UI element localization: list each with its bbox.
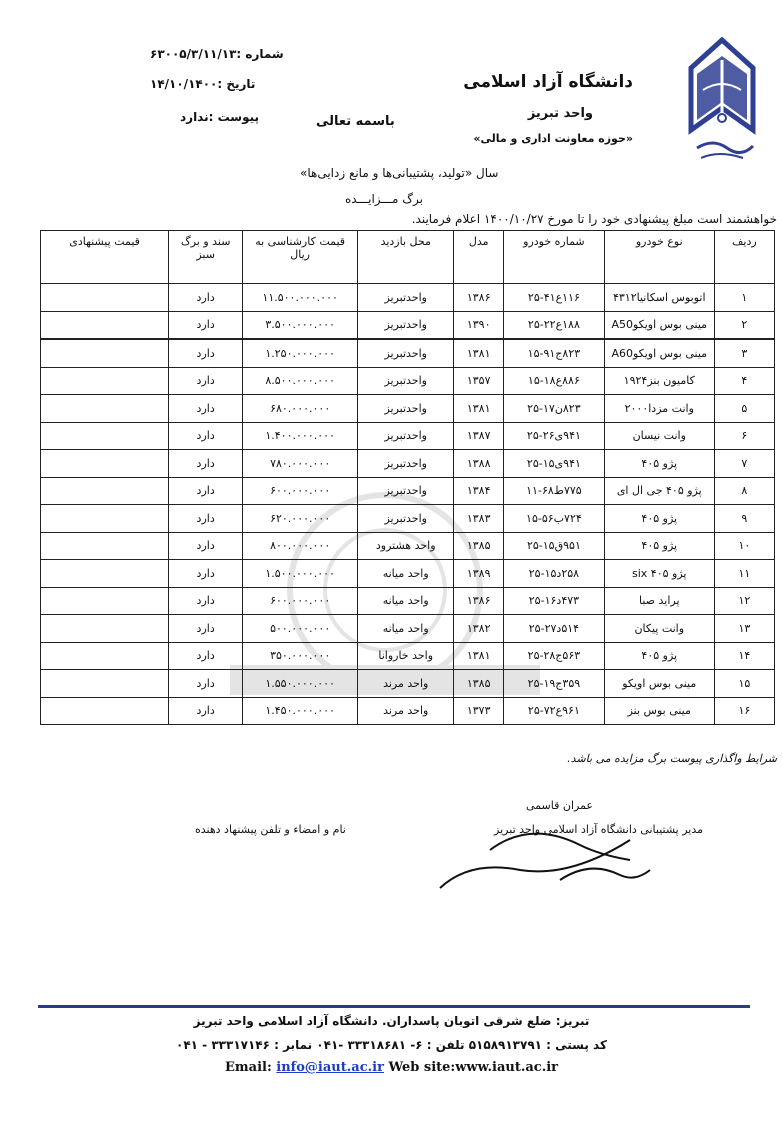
- cell-model: ۱۳۷۳: [454, 697, 504, 725]
- cell-vehicle-type: پراید صبا: [604, 587, 714, 615]
- table-row: [41, 284, 775, 312]
- cell-row-number: ۸: [714, 477, 774, 505]
- cell-plate-number: ۲۵۸د۱۵-۲۵: [504, 560, 605, 588]
- cell-expert-price: ۷۸۰.۰۰۰.۰۰۰: [243, 450, 358, 478]
- cell-model: ۱۳۸۵: [454, 532, 504, 560]
- header-plate-number: شماره خودرو: [504, 231, 605, 284]
- cell-expert-price: ۶۰۰.۰۰۰.۰۰۰: [243, 477, 358, 505]
- cell-plate-number: ۷۷۵ط۶۸-۱۱: [504, 477, 605, 505]
- cell-expert-price: ۱۱.۵۰۰.۰۰۰.۰۰۰: [243, 284, 358, 312]
- cell-row-number: ۱۵: [714, 670, 774, 698]
- cell-model: ۱۳۸۶: [454, 284, 504, 312]
- basmala: باسمه تعالی: [316, 114, 395, 129]
- table-row: [41, 615, 775, 643]
- cell-expert-price: ۸۰۰.۰۰۰.۰۰۰: [243, 532, 358, 560]
- cell-vehicle-type: کامیون بنز۱۹۲۴: [604, 367, 714, 395]
- cell-proposed-price[interactable]: [41, 670, 169, 698]
- cell-proposed-price[interactable]: [41, 505, 169, 533]
- cell-model: ۱۳۹۰: [454, 311, 504, 339]
- cell-vehicle-type: پژو ۴۰۵: [604, 450, 714, 478]
- letter-date: تاریخ :۱۴/۱۰/۱۴۰۰: [150, 77, 256, 91]
- cell-plate-number: ۱۸۸ع۲۲-۲۵: [504, 311, 605, 339]
- university-name: دانشگاه آزاد اسلامی: [463, 72, 633, 92]
- cell-documents: دارد: [169, 587, 243, 615]
- cell-visit-location: واحدتبریز: [358, 422, 454, 450]
- cell-row-number: ۵: [714, 395, 774, 423]
- cell-model: ۱۳۸۷: [454, 422, 504, 450]
- cell-row-number: ۱۶: [714, 697, 774, 725]
- cell-row-number: ۱۴: [714, 642, 774, 670]
- cell-vehicle-type: پژو ۴۰۵: [604, 505, 714, 533]
- cell-vehicle-type: مینی بوس اویکوA60: [604, 339, 714, 367]
- cell-visit-location: واحد میانه: [358, 560, 454, 588]
- header-expert-price: قیمت کارشناسی به ریال: [243, 231, 358, 284]
- cell-row-number: ۱۲: [714, 587, 774, 615]
- conditions-note: شرایط واگذاری پیوست برگ مزایده می باشد.: [567, 752, 777, 765]
- cell-plate-number: ۴۷۳د۱۶-۲۵: [504, 587, 605, 615]
- cell-visit-location: واحدتبریز: [358, 477, 454, 505]
- cell-visit-location: واحدتبریز: [358, 450, 454, 478]
- cell-documents: دارد: [169, 477, 243, 505]
- cell-expert-price: ۱.۵۰۰.۰۰۰.۰۰۰: [243, 560, 358, 588]
- email-label: Email:: [224, 1060, 272, 1075]
- cell-documents: دارد: [169, 311, 243, 339]
- cell-documents: دارد: [169, 670, 243, 698]
- table-row: [41, 395, 775, 423]
- cell-plate-number: ۸۲۳ج۹۱-۱۵: [504, 339, 605, 367]
- cell-visit-location: واحد هشترود: [358, 532, 454, 560]
- cell-row-number: ۱: [714, 284, 774, 312]
- cell-documents: دارد: [169, 560, 243, 588]
- cell-row-number: ۳: [714, 339, 774, 367]
- request-text: خواهشمند است مبلغ پیشنهادی خود را تا مورخ ۱۴۰۰/۱۰/۲۷ اعلام فرمایند.: [411, 212, 777, 226]
- header-vehicle-type: نوع خودرو: [604, 231, 714, 284]
- cell-vehicle-type: اتوبوس اسکانیا۴۳۱۲: [604, 284, 714, 312]
- cell-expert-price: ۳۵۰.۰۰۰.۰۰۰: [243, 642, 358, 670]
- cell-visit-location: واحدتبریز: [358, 339, 454, 367]
- cell-row-number: ۱۳: [714, 615, 774, 643]
- cell-plate-number: ۱۱۶ع۴۱-۲۵: [504, 284, 605, 312]
- table-header-row: [41, 231, 775, 284]
- cell-row-number: ۱۰: [714, 532, 774, 560]
- cell-documents: دارد: [169, 284, 243, 312]
- cell-vehicle-type: مینی بوس بنز: [604, 697, 714, 725]
- cell-model: ۱۳۸۶: [454, 587, 504, 615]
- table-row: [41, 532, 775, 560]
- cell-proposed-price[interactable]: [41, 395, 169, 423]
- footer-web: [0, 1060, 783, 1075]
- table-body: [41, 284, 775, 725]
- cell-documents: دارد: [169, 450, 243, 478]
- email-link[interactable]: info@iaut.ac.ir: [276, 1060, 384, 1075]
- bidder-signature-label: نام و امضاء و تلفن پیشنهاد دهنده: [195, 823, 346, 836]
- cell-model: ۱۳۸۳: [454, 505, 504, 533]
- cell-proposed-price[interactable]: [41, 311, 169, 339]
- cell-vehicle-type: وانت مزدا۲۰۰۰: [604, 395, 714, 423]
- cell-documents: دارد: [169, 339, 243, 367]
- cell-plate-number: ۵۶۳ج۲۸-۲۵: [504, 642, 605, 670]
- cell-proposed-price[interactable]: [41, 284, 169, 312]
- cell-model: ۱۳۸۹: [454, 560, 504, 588]
- cell-plate-number: ۹۴۱ی۱۵-۲۵: [504, 450, 605, 478]
- cell-visit-location: واحد میانه: [358, 587, 454, 615]
- table-row: [41, 697, 775, 725]
- table-row: [41, 311, 775, 339]
- cell-proposed-price[interactable]: [41, 339, 169, 367]
- cell-row-number: ۴: [714, 367, 774, 395]
- table-row: [41, 505, 775, 533]
- cell-documents: دارد: [169, 367, 243, 395]
- cell-documents: دارد: [169, 697, 243, 725]
- cell-vehicle-type: پژو ۴۰۵: [604, 532, 714, 560]
- cell-expert-price: ۱.۲۵۰.۰۰۰.۰۰۰: [243, 339, 358, 367]
- cell-proposed-price[interactable]: [41, 532, 169, 560]
- cell-model: ۱۳۸۱: [454, 339, 504, 367]
- cell-expert-price: ۵۰۰.۰۰۰.۰۰۰: [243, 615, 358, 643]
- cell-vehicle-type: پژو ۴۰۵ جی ال ای: [604, 477, 714, 505]
- website-text[interactable]: Web site:www.iaut.ac.ir: [388, 1060, 559, 1075]
- signer-name: عمران قاسمی: [526, 799, 593, 812]
- cell-documents: دارد: [169, 422, 243, 450]
- cell-expert-price: ۱.۴۵۰.۰۰۰.۰۰۰: [243, 697, 358, 725]
- cell-row-number: ۶: [714, 422, 774, 450]
- branch-name: واحد تبریز: [527, 106, 593, 121]
- cell-proposed-price[interactable]: [41, 697, 169, 725]
- table-row: [41, 450, 775, 478]
- cell-expert-price: ۱.۵۵۰.۰۰۰.۰۰۰: [243, 670, 358, 698]
- cell-visit-location: واحدتبریز: [358, 284, 454, 312]
- cell-proposed-price[interactable]: [41, 367, 169, 395]
- footer-address: تبریز: ضلع شرقی اتوبان پاسداران. دانشگاه آزاد اسلامی واحد تبریز: [193, 1014, 590, 1028]
- cell-row-number: ۱۱: [714, 560, 774, 588]
- cell-proposed-price[interactable]: [41, 615, 169, 643]
- cell-proposed-price[interactable]: [41, 422, 169, 450]
- cell-row-number: ۹: [714, 505, 774, 533]
- cell-expert-price: ۶۰۰.۰۰۰.۰۰۰: [243, 587, 358, 615]
- cell-plate-number: ۳۵۹ج۱۹-۲۵: [504, 670, 605, 698]
- table-row: [41, 560, 775, 588]
- cell-visit-location: واحدتبریز: [358, 367, 454, 395]
- signer-title: مدیر پشتیبانی دانشگاه آزاد اسلامی واحد تبریز: [494, 823, 703, 836]
- cell-expert-price: ۱.۴۰۰.۰۰۰.۰۰۰: [243, 422, 358, 450]
- cell-documents: دارد: [169, 505, 243, 533]
- cell-row-number: ۲: [714, 311, 774, 339]
- cell-expert-price: ۶۸۰.۰۰۰.۰۰۰: [243, 395, 358, 423]
- cell-visit-location: واحد مرند: [358, 670, 454, 698]
- header-visit-location: محل بازدید: [358, 231, 454, 284]
- cell-model: ۱۳۸۵: [454, 670, 504, 698]
- letter-attachment: پیوست :ندارد: [180, 110, 260, 124]
- table-row: [41, 339, 775, 367]
- cell-documents: دارد: [169, 642, 243, 670]
- cell-plate-number: ۵۱۴د۲۷-۲۵: [504, 615, 605, 643]
- cell-documents: دارد: [169, 395, 243, 423]
- deputy-office: «حوزه معاونت اداری و مالی»: [473, 132, 633, 145]
- cell-proposed-price[interactable]: [41, 560, 169, 588]
- cell-model: ۱۳۸۴: [454, 477, 504, 505]
- header-proposed-price: قیمت پیشنهادی: [41, 231, 169, 284]
- cell-visit-location: واحد میانه: [358, 615, 454, 643]
- cell-plate-number: ۸۲۳ن۱۷-۲۵: [504, 395, 605, 423]
- cell-documents: دارد: [169, 532, 243, 560]
- table-row: [41, 587, 775, 615]
- cell-visit-location: واحدتبریز: [358, 311, 454, 339]
- cell-expert-price: ۶۲۰.۰۰۰.۰۰۰: [243, 505, 358, 533]
- cell-vehicle-type: پژو ۴۰۵: [604, 642, 714, 670]
- cell-model: ۱۳۸۲: [454, 615, 504, 643]
- header-model: مدل: [454, 231, 504, 284]
- cell-plate-number: ۹۴۱ی۲۶-۲۵: [504, 422, 605, 450]
- cell-plate-number: ۸۸۶ع۱۸-۱۵: [504, 367, 605, 395]
- cell-proposed-price[interactable]: [41, 642, 169, 670]
- handwritten-signature: [430, 800, 660, 900]
- cell-plate-number: ۹۵۱ق۱۵-۲۵: [504, 532, 605, 560]
- letter-number: شماره :۶۳۰۰۵/۳/۱۱/۱۳: [150, 47, 284, 61]
- header-documents: سند و برگ سبز: [169, 231, 243, 284]
- cell-row-number: ۷: [714, 450, 774, 478]
- cell-vehicle-type: پژو ۴۰۵ six: [604, 560, 714, 588]
- cell-proposed-price[interactable]: [41, 477, 169, 505]
- cell-model: ۱۳۸۱: [454, 642, 504, 670]
- cell-expert-price: ۳.۵۰۰.۰۰۰.۰۰۰: [243, 311, 358, 339]
- cell-proposed-price[interactable]: [41, 587, 169, 615]
- cell-visit-location: واحد خاروانا: [358, 642, 454, 670]
- cell-vehicle-type: وانت پیکان: [604, 615, 714, 643]
- cell-vehicle-type: وانت نیسان: [604, 422, 714, 450]
- header-row-number: ردیف: [714, 231, 774, 284]
- table-row: [41, 422, 775, 450]
- table-row: [41, 642, 775, 670]
- cell-visit-location: واحد مرند: [358, 697, 454, 725]
- cell-model: ۱۳۵۷: [454, 367, 504, 395]
- cell-visit-location: واحدتبریز: [358, 505, 454, 533]
- footer-divider: [38, 1005, 750, 1008]
- cell-vehicle-type: مینی بوس اویکوA50: [604, 311, 714, 339]
- table-row: [41, 367, 775, 395]
- university-logo: [683, 30, 761, 170]
- cell-plate-number: ۹۶۱ع۷۲-۲۵: [504, 697, 605, 725]
- cell-documents: دارد: [169, 615, 243, 643]
- cell-model: ۱۳۸۱: [454, 395, 504, 423]
- vehicles-table: [40, 230, 775, 725]
- table-row: [41, 477, 775, 505]
- cell-expert-price: ۸.۵۰۰.۰۰۰.۰۰۰: [243, 367, 358, 395]
- year-slogan: سال «تولید، پشتیبانی‌ها و مانع زدایی‌ها»: [300, 166, 499, 180]
- cell-vehicle-type: مینی بوس اویکو: [604, 670, 714, 698]
- auction-sheet-title: برگ مـــزایـــده: [345, 192, 423, 206]
- cell-plate-number: ۷۲۴ب۵۶-۱۵: [504, 505, 605, 533]
- table-row: [41, 670, 775, 698]
- cell-visit-location: واحدتبریز: [358, 395, 454, 423]
- cell-model: ۱۳۸۸: [454, 450, 504, 478]
- cell-proposed-price[interactable]: [41, 450, 169, 478]
- footer-contact: کد پستی : ۵۱۵۸۹۱۳۷۹۱ تلفن : ۶- ۳۳۳۱۸۶۸۱ -۰۴۱ نمابر : ۳۳۳۱۷۱۴۶ - ۰۴۱: [176, 1038, 607, 1052]
